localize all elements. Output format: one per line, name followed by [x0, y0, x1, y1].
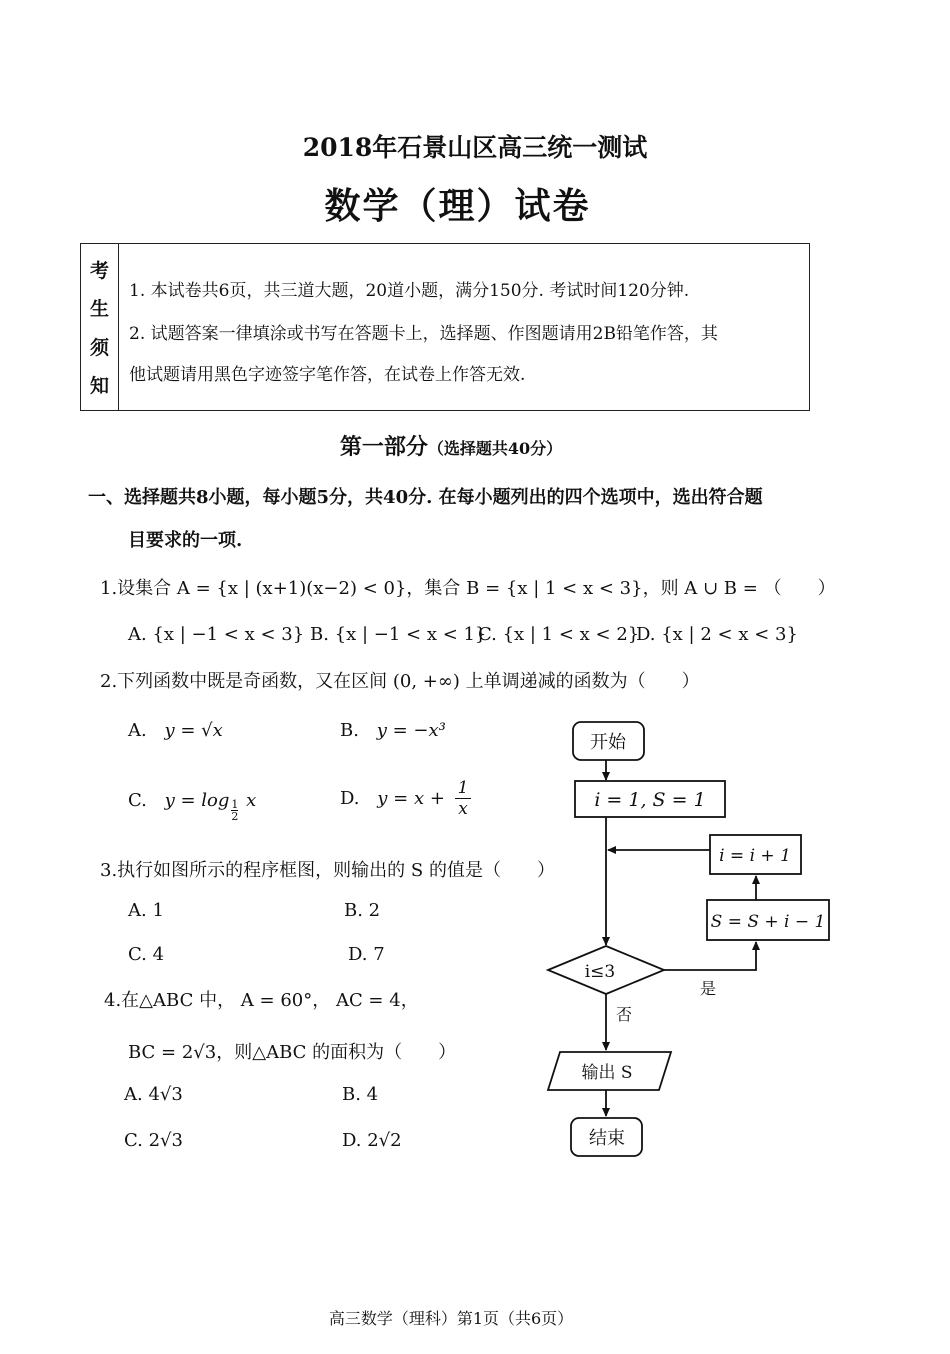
question-4-option-c: C. 2√3 — [124, 1130, 183, 1151]
question-3-option-c: C. 4 — [128, 944, 165, 965]
question-1-option-d: D. {x | 2 < x < 3} — [636, 624, 798, 645]
flow-increment-label: i = i + 1 — [719, 846, 791, 866]
question-3-stem: 3.执行如图所示的程序框图，则输出的 S 的值是（ ） — [100, 860, 555, 881]
flow-output-label: 输出 S — [581, 1063, 633, 1083]
question-1-option-b: B. {x | −1 < x < 1} — [310, 624, 487, 645]
question-4-option-b: B. 4 — [342, 1084, 379, 1105]
option-label: C. — [128, 790, 147, 811]
exam-subtitle: 数学（理）试卷 — [324, 185, 591, 227]
option-expression: y = −x³ — [376, 720, 446, 741]
option-label: B. — [340, 720, 359, 741]
option-label: A. — [128, 720, 147, 741]
notice-label-char: 考 — [89, 259, 109, 282]
notice-line-2: 2. 试题答案一律填涂或书写在答题卡上，选择题、作图题请用2B铅笔作答，其 — [129, 324, 718, 344]
question-1-option-c: C. {x | 1 < x < 2} — [478, 624, 640, 645]
fraction-denominator: x — [458, 799, 468, 819]
section-instruction-line-2: 目要求的一项. — [128, 530, 243, 551]
flow-no-label: 否 — [616, 1005, 633, 1024]
fraction-numerator: 1 — [455, 778, 472, 799]
option-expression: y = √x — [164, 720, 223, 741]
notice-label-char: 生 — [89, 298, 109, 321]
exam-title: 2018年石景山区高三统一测试 — [302, 133, 648, 162]
question-2-stem: 2.下列函数中既是奇函数，又在区间 (0, +∞) 上单调递减的函数为（ ） — [100, 671, 700, 692]
part-title-note: （选择题共40分） — [427, 439, 563, 458]
flow-yes-label: 是 — [700, 979, 717, 998]
flow-end-label: 结束 — [589, 1128, 625, 1149]
log-base-numerator: 1 — [231, 798, 239, 811]
notice-label-char: 知 — [89, 375, 109, 398]
flow-condition-label: i≤3 — [584, 962, 616, 982]
question-3-option-d: D. 7 — [348, 944, 385, 965]
notice-label-char: 须 — [89, 336, 109, 359]
notice-line-1: 1. 本试卷共6页，共三道大题，20道小题，满分150分. 考试时间120分钟. — [129, 281, 690, 301]
option-expression: y = x + — [377, 788, 445, 809]
question-4-stem-line-2: BC = 2√3，则△ABC 的面积为（ ） — [128, 1042, 457, 1063]
question-3-option-b: B. 2 — [344, 900, 381, 921]
flow-init-label: i = 1, S = 1 — [594, 789, 706, 811]
question-1-stem: 1.设集合 A = {x | (x+1)(x−2) < 0}，集合 B = {x | 1 < x < 3}，则 A ∪ B = （ ） — [100, 578, 836, 599]
part-title-main: 第一部分 — [339, 434, 428, 460]
log-base-denominator: 2 — [231, 810, 239, 823]
question-1-option-a: A. {x | −1 < x < 3} — [128, 624, 305, 645]
question-3-option-a: A. 1 — [128, 900, 164, 921]
log-argument: x — [246, 790, 257, 811]
option-expression: y = log — [164, 790, 230, 811]
flow-update-label: S = S + i − 1 — [710, 912, 826, 932]
notice-line-3: 他试题请用黑色字迹签字笔作答，在试卷上作答无效. — [129, 365, 526, 385]
option-label: D. — [340, 788, 360, 809]
section-instruction-line-1: 一、选择题共8小题，每小题5分，共40分. 在每小题列出的四个选项中，选出符合题 — [88, 487, 763, 508]
question-4-option-d: D. 2√2 — [342, 1130, 402, 1151]
page-footer: 高三数学（理科）第1页（共6页） — [328, 1309, 574, 1328]
question-4-stem-line-1: 4.在△ABC 中， A = 60°， AC = 4， — [104, 990, 419, 1011]
question-4-option-a: A. 4√3 — [124, 1084, 183, 1105]
flow-start-label: 开始 — [590, 732, 626, 753]
flow-line — [664, 942, 756, 970]
